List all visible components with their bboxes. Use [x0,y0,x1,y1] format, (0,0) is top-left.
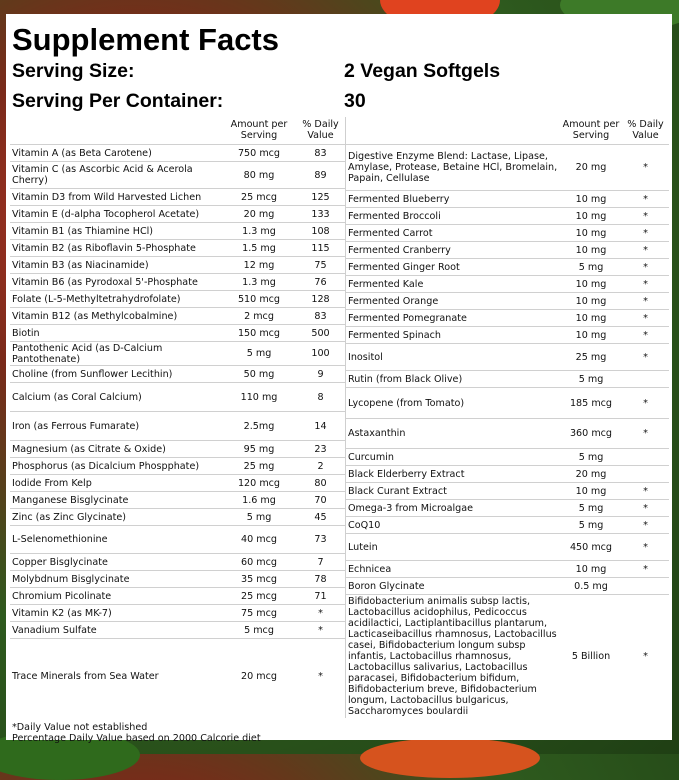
nutrient-amount: 150 mcg [222,325,296,342]
nutrient-name: CoQ10 [346,517,560,534]
left-nutrient-row [10,162,345,189]
left-nutrient-row [10,366,345,383]
right-nutrient-row [346,534,669,561]
left-nutrient-row [10,458,345,475]
nutrient-daily-value: 73 [296,526,345,554]
left-nutrient-row [10,308,345,325]
nutrient-daily-value: 2 [296,458,345,475]
right-nutrient-row [346,208,669,225]
nutrient-amount: 60 mcg [222,554,296,571]
left-nutrient-row [10,291,345,308]
nutrient-name: Fermented Kale [346,276,560,293]
nutrient-daily-value: * [622,276,669,293]
left-nutrient-row [10,622,345,639]
nutrient-amount: 1.3 mg [222,223,296,240]
nutrient-daily-value: 89 [296,162,345,189]
right-nutrient-row [346,388,669,419]
nutrient-amount: 2.5mg [222,412,296,441]
serving-size-value: 2 Vegan Softgels [344,60,501,82]
nutrient-amount: 10 mg [560,310,622,327]
nutrient-name: Vitamin D3 from Wild Harvested Lichen [10,189,222,206]
nutrient-amount: 360 mcg [560,419,622,449]
nutrient-amount: 20 mg [560,145,622,191]
right-nutrient-row [346,466,669,483]
nutrient-amount: 5 mg [560,259,622,276]
nutrient-name: Pantothenic Acid (as D-Calcium Pantothenate) [10,342,222,366]
serving-size-row [10,58,668,84]
nutrient-name: Vitamin B1 (as Thiamine HCl) [10,223,222,240]
nutrient-daily-value: 125 [296,189,345,206]
nutrient-name: Chromium Picolinate [10,588,222,605]
nutrient-name: Black Elderberry Extract [346,466,560,483]
nutrient-amount: 20 mcg [222,639,296,714]
nutrient-amount: 20 mg [222,206,296,223]
right-nutrient-row [346,276,669,293]
left-column [10,117,346,718]
nutrient-daily-value: * [622,344,669,371]
nutrient-amount: 10 mg [560,561,622,578]
right-nutrient-row [346,242,669,259]
nutrient-daily-value: 78 [296,571,345,588]
nutrient-amount: 25 mcg [222,189,296,206]
nutrient-amount: 10 mg [560,276,622,293]
nutrient-name: Echnicea [346,561,560,578]
nutrient-name: Vitamin B12 (as Methylcobalmine) [10,308,222,325]
nutrient-daily-value [622,449,669,466]
nutrient-name: Biotin [10,325,222,342]
nutrient-daily-value: * [622,310,669,327]
nutrient-daily-value: 83 [296,308,345,325]
nutrient-amount: 120 mcg [222,475,296,492]
nutrient-daily-value: 76 [296,274,345,291]
nutrient-daily-value: * [622,561,669,578]
right-amount-header: Amount per Serving [562,119,620,141]
nutrient-name: Vitamin B3 (as Niacinamide) [10,257,222,274]
nutrient-daily-value: * [622,208,669,225]
right-nutrient-row [346,327,669,344]
nutrient-amount: 0.5 mg [560,578,622,595]
nutrient-amount: 10 mg [560,191,622,208]
nutrient-name: Lycopene (from Tomato) [346,388,560,419]
nutrient-daily-value [622,371,669,388]
nutrient-daily-value: * [296,622,345,639]
nutrient-daily-value: * [622,293,669,310]
nutrient-name: Fermented Broccoli [346,208,560,225]
nutrient-name: Copper Bisglycinate [10,554,222,571]
nutrient-name: Bifidobacterium animalis subsp lactis, Lactobacillus acidophilus, Pedicoccus acidilactici, Lactiplantibacillus plantarum, Lacticaseibacillus rhamnosus, Lactobacillus casei, Bifidobacterium longum subsp infantis, Lactobacillus rhamnosus, Lactobacillus salivarius, Lactobacillus paracasei, Bifidobacterium bifidum, Bifidobacterium breve, Bifidobacterium longum, Lactobacillus bulgaricus, Saccharomyces boulardii [346,595,560,718]
nutrient-name: Fermented Cranberry [346,242,560,259]
serving-size-label: Serving Size: [12,60,135,82]
left-facts-table [10,117,345,714]
left-nutrient-row [10,189,345,206]
nutrient-daily-value: 7 [296,554,345,571]
nutrient-name: Fermented Orange [346,293,560,310]
nutrient-daily-value: * [622,388,669,419]
nutrient-name: Iron (as Ferrous Fumarate) [10,412,222,441]
nutrient-daily-value: 9 [296,366,345,383]
nutrient-amount: 75 mcg [222,605,296,622]
right-name-header [346,117,560,145]
nutrient-amount: 2 mcg [222,308,296,325]
nutrient-daily-value: * [622,259,669,276]
left-nutrient-row [10,383,345,412]
servings-per-container-value: 30 [344,90,366,112]
nutrient-amount: 25 mcg [222,588,296,605]
nutrient-amount: 1.3 mg [222,274,296,291]
right-nutrient-row [346,419,669,449]
nutrient-daily-value: 500 [296,325,345,342]
nutrient-daily-value: 23 [296,441,345,458]
right-nutrient-row [346,371,669,388]
nutrient-name: Vitamin E (d-alpha Tocopherol Acetate) [10,206,222,223]
nutrient-amount: 25 mg [222,458,296,475]
nutrient-name: Boron Glycinate [346,578,560,595]
facts-columns [10,117,668,718]
nutrient-name: Vanadium Sulfate [10,622,222,639]
nutrient-amount: 80 mg [222,162,296,189]
nutrient-amount: 1.5 mg [222,240,296,257]
nutrient-daily-value: 100 [296,342,345,366]
nutrient-name: Folate (L-5-Methyltetrahydrofolate) [10,291,222,308]
left-nutrient-row [10,206,345,223]
servings-per-container-label: Serving Per Container: [12,90,224,112]
servings-per-container-row [10,88,668,114]
left-amount-header: Amount per Serving [230,119,288,141]
nutrient-name: Molybdnum Bisglycinate [10,571,222,588]
background-pepper [360,738,540,778]
nutrient-amount: 5 mg [560,449,622,466]
left-nutrient-row [10,605,345,622]
nutrient-name: Fermented Ginger Root [346,259,560,276]
left-nutrient-row [10,342,345,366]
nutrient-amount: 12 mg [222,257,296,274]
nutrient-amount: 40 mcg [222,526,296,554]
nutrient-amount: 10 mg [560,483,622,500]
left-nutrient-row [10,475,345,492]
nutrient-name: Iodide From Kelp [10,475,222,492]
nutrient-name: Fermented Pomegranate [346,310,560,327]
nutrient-daily-value: * [296,639,345,714]
nutrient-name: Rutin (from Black Olive) [346,371,560,388]
nutrient-amount: 185 mcg [560,388,622,419]
nutrient-amount: 35 mcg [222,571,296,588]
left-nutrient-row [10,325,345,342]
nutrient-amount: 10 mg [560,327,622,344]
nutrient-amount: 750 mcg [222,145,296,162]
nutrient-name: Phosphorus (as Dicalcium Phospphate) [10,458,222,475]
nutrient-daily-value [622,466,669,483]
right-nutrient-row [346,578,669,595]
nutrient-daily-value: * [622,500,669,517]
left-nutrient-row [10,571,345,588]
right-nutrient-row [346,145,669,191]
left-nutrient-row [10,526,345,554]
nutrient-amount: 10 mg [560,225,622,242]
nutrient-amount: 25 mg [560,344,622,371]
nutrient-daily-value: * [622,483,669,500]
left-dv-header: % Daily Value [302,119,339,141]
right-header-row [346,117,669,145]
nutrient-name: Digestive Enzyme Blend: Lactase, Lipase, Amylase, Protease, Betaine HCl, Bromelain, Papain, Cellulase [346,145,560,191]
left-nutrient-row [10,639,345,714]
right-nutrient-row [346,500,669,517]
left-header-row [10,117,345,145]
nutrient-name: Fermented Carrot [346,225,560,242]
nutrient-name: Vitamin B6 (as Pyrodoxal 5'-Phosphate [10,274,222,291]
nutrient-amount: 10 mg [560,242,622,259]
nutrient-name: Fermented Blueberry [346,191,560,208]
nutrient-amount: 10 mg [560,208,622,225]
right-nutrient-row [346,449,669,466]
right-nutrient-row [346,310,669,327]
right-dv-header: % Daily Value [627,119,664,141]
right-facts-table [346,117,669,718]
nutrient-daily-value: 133 [296,206,345,223]
nutrient-amount: 110 mg [222,383,296,412]
nutrient-name: Astaxanthin [346,419,560,449]
nutrient-daily-value: * [622,595,669,718]
nutrient-amount: 510 mcg [222,291,296,308]
left-nutrient-row [10,240,345,257]
nutrient-amount: 5 mg [560,371,622,388]
nutrient-name: L-Selenomethionine [10,526,222,554]
nutrient-daily-value: 128 [296,291,345,308]
nutrient-daily-value: 71 [296,588,345,605]
nutrient-name: Manganese Bisglycinate [10,492,222,509]
nutrient-daily-value: * [296,605,345,622]
left-nutrient-row [10,509,345,526]
nutrient-name: Magnesium (as Citrate & Oxide) [10,441,222,458]
left-nutrient-row [10,441,345,458]
nutrient-name: Choline (from Sunflower Lecithin) [10,366,222,383]
nutrient-amount: 5 Billion [560,595,622,718]
left-name-header [10,117,222,145]
nutrient-name: Zinc (as Zinc Glycinate) [10,509,222,526]
nutrient-name: Black Curant Extract [346,483,560,500]
nutrient-name: Omega-3 from Microalgae [346,500,560,517]
nutrient-daily-value: * [622,191,669,208]
nutrient-daily-value: 14 [296,412,345,441]
nutrient-name: Trace Minerals from Sea Water [10,639,222,714]
right-nutrient-row [346,595,669,718]
nutrient-name: Vitamin B2 (as Riboflavin 5-Phosphate [10,240,222,257]
left-nutrient-row [10,257,345,274]
nutrient-daily-value: * [622,225,669,242]
right-nutrient-row [346,225,669,242]
footer-notes [12,722,261,744]
footnote-calorie-basis: Percentage Daily Value based on 2000 Calcorie diet [12,733,261,744]
nutrient-daily-value: * [622,242,669,259]
left-nutrient-row [10,492,345,509]
nutrient-amount: 5 mg [222,342,296,366]
nutrient-amount: 10 mg [560,293,622,310]
left-nutrient-row [10,412,345,441]
right-column [346,117,669,718]
nutrient-name: Vitamin C (as Ascorbic Acid & Acerola Cherry) [10,162,222,189]
left-nutrient-row [10,223,345,240]
nutrient-amount: 5 mg [560,517,622,534]
left-nutrient-row [10,274,345,291]
nutrient-amount: 5 mcg [222,622,296,639]
nutrient-daily-value [622,578,669,595]
right-nutrient-row [346,561,669,578]
nutrient-daily-value: * [622,419,669,449]
nutrient-amount: 50 mg [222,366,296,383]
nutrient-daily-value: 115 [296,240,345,257]
right-nutrient-row [346,293,669,310]
nutrient-name: Calcium (as Coral Calcium) [10,383,222,412]
supplement-facts-panel [6,14,672,744]
right-nutrient-row [346,517,669,534]
page-title: Supplement Facts [12,22,279,57]
right-nutrient-row [346,344,669,371]
nutrient-daily-value: 8 [296,383,345,412]
nutrient-daily-value: * [622,534,669,561]
nutrient-daily-value: 108 [296,223,345,240]
right-nutrient-row [346,191,669,208]
nutrient-daily-value: * [622,517,669,534]
nutrient-daily-value: 83 [296,145,345,162]
nutrient-daily-value: * [622,145,669,191]
nutrient-amount: 450 mcg [560,534,622,561]
nutrient-name: Vitamin K2 (as MK-7) [10,605,222,622]
nutrient-daily-value: 45 [296,509,345,526]
nutrient-name: Vitamin A (as Beta Carotene) [10,145,222,162]
left-nutrient-row [10,588,345,605]
nutrient-daily-value: 80 [296,475,345,492]
nutrient-amount: 1.6 mg [222,492,296,509]
left-nutrient-row [10,145,345,162]
nutrient-daily-value: * [622,327,669,344]
nutrient-name: Fermented Spinach [346,327,560,344]
right-nutrient-row [346,259,669,276]
nutrient-amount: 95 mg [222,441,296,458]
right-nutrient-row [346,483,669,500]
nutrient-name: Lutein [346,534,560,561]
nutrient-daily-value: 75 [296,257,345,274]
nutrient-daily-value: 70 [296,492,345,509]
nutrient-amount: 5 mg [222,509,296,526]
nutrient-name: Inositol [346,344,560,371]
nutrient-amount: 5 mg [560,500,622,517]
nutrient-amount: 20 mg [560,466,622,483]
nutrient-name: Curcumin [346,449,560,466]
footnote-dv-not-established: *Daily Value not established [12,722,148,733]
left-nutrient-row [10,554,345,571]
